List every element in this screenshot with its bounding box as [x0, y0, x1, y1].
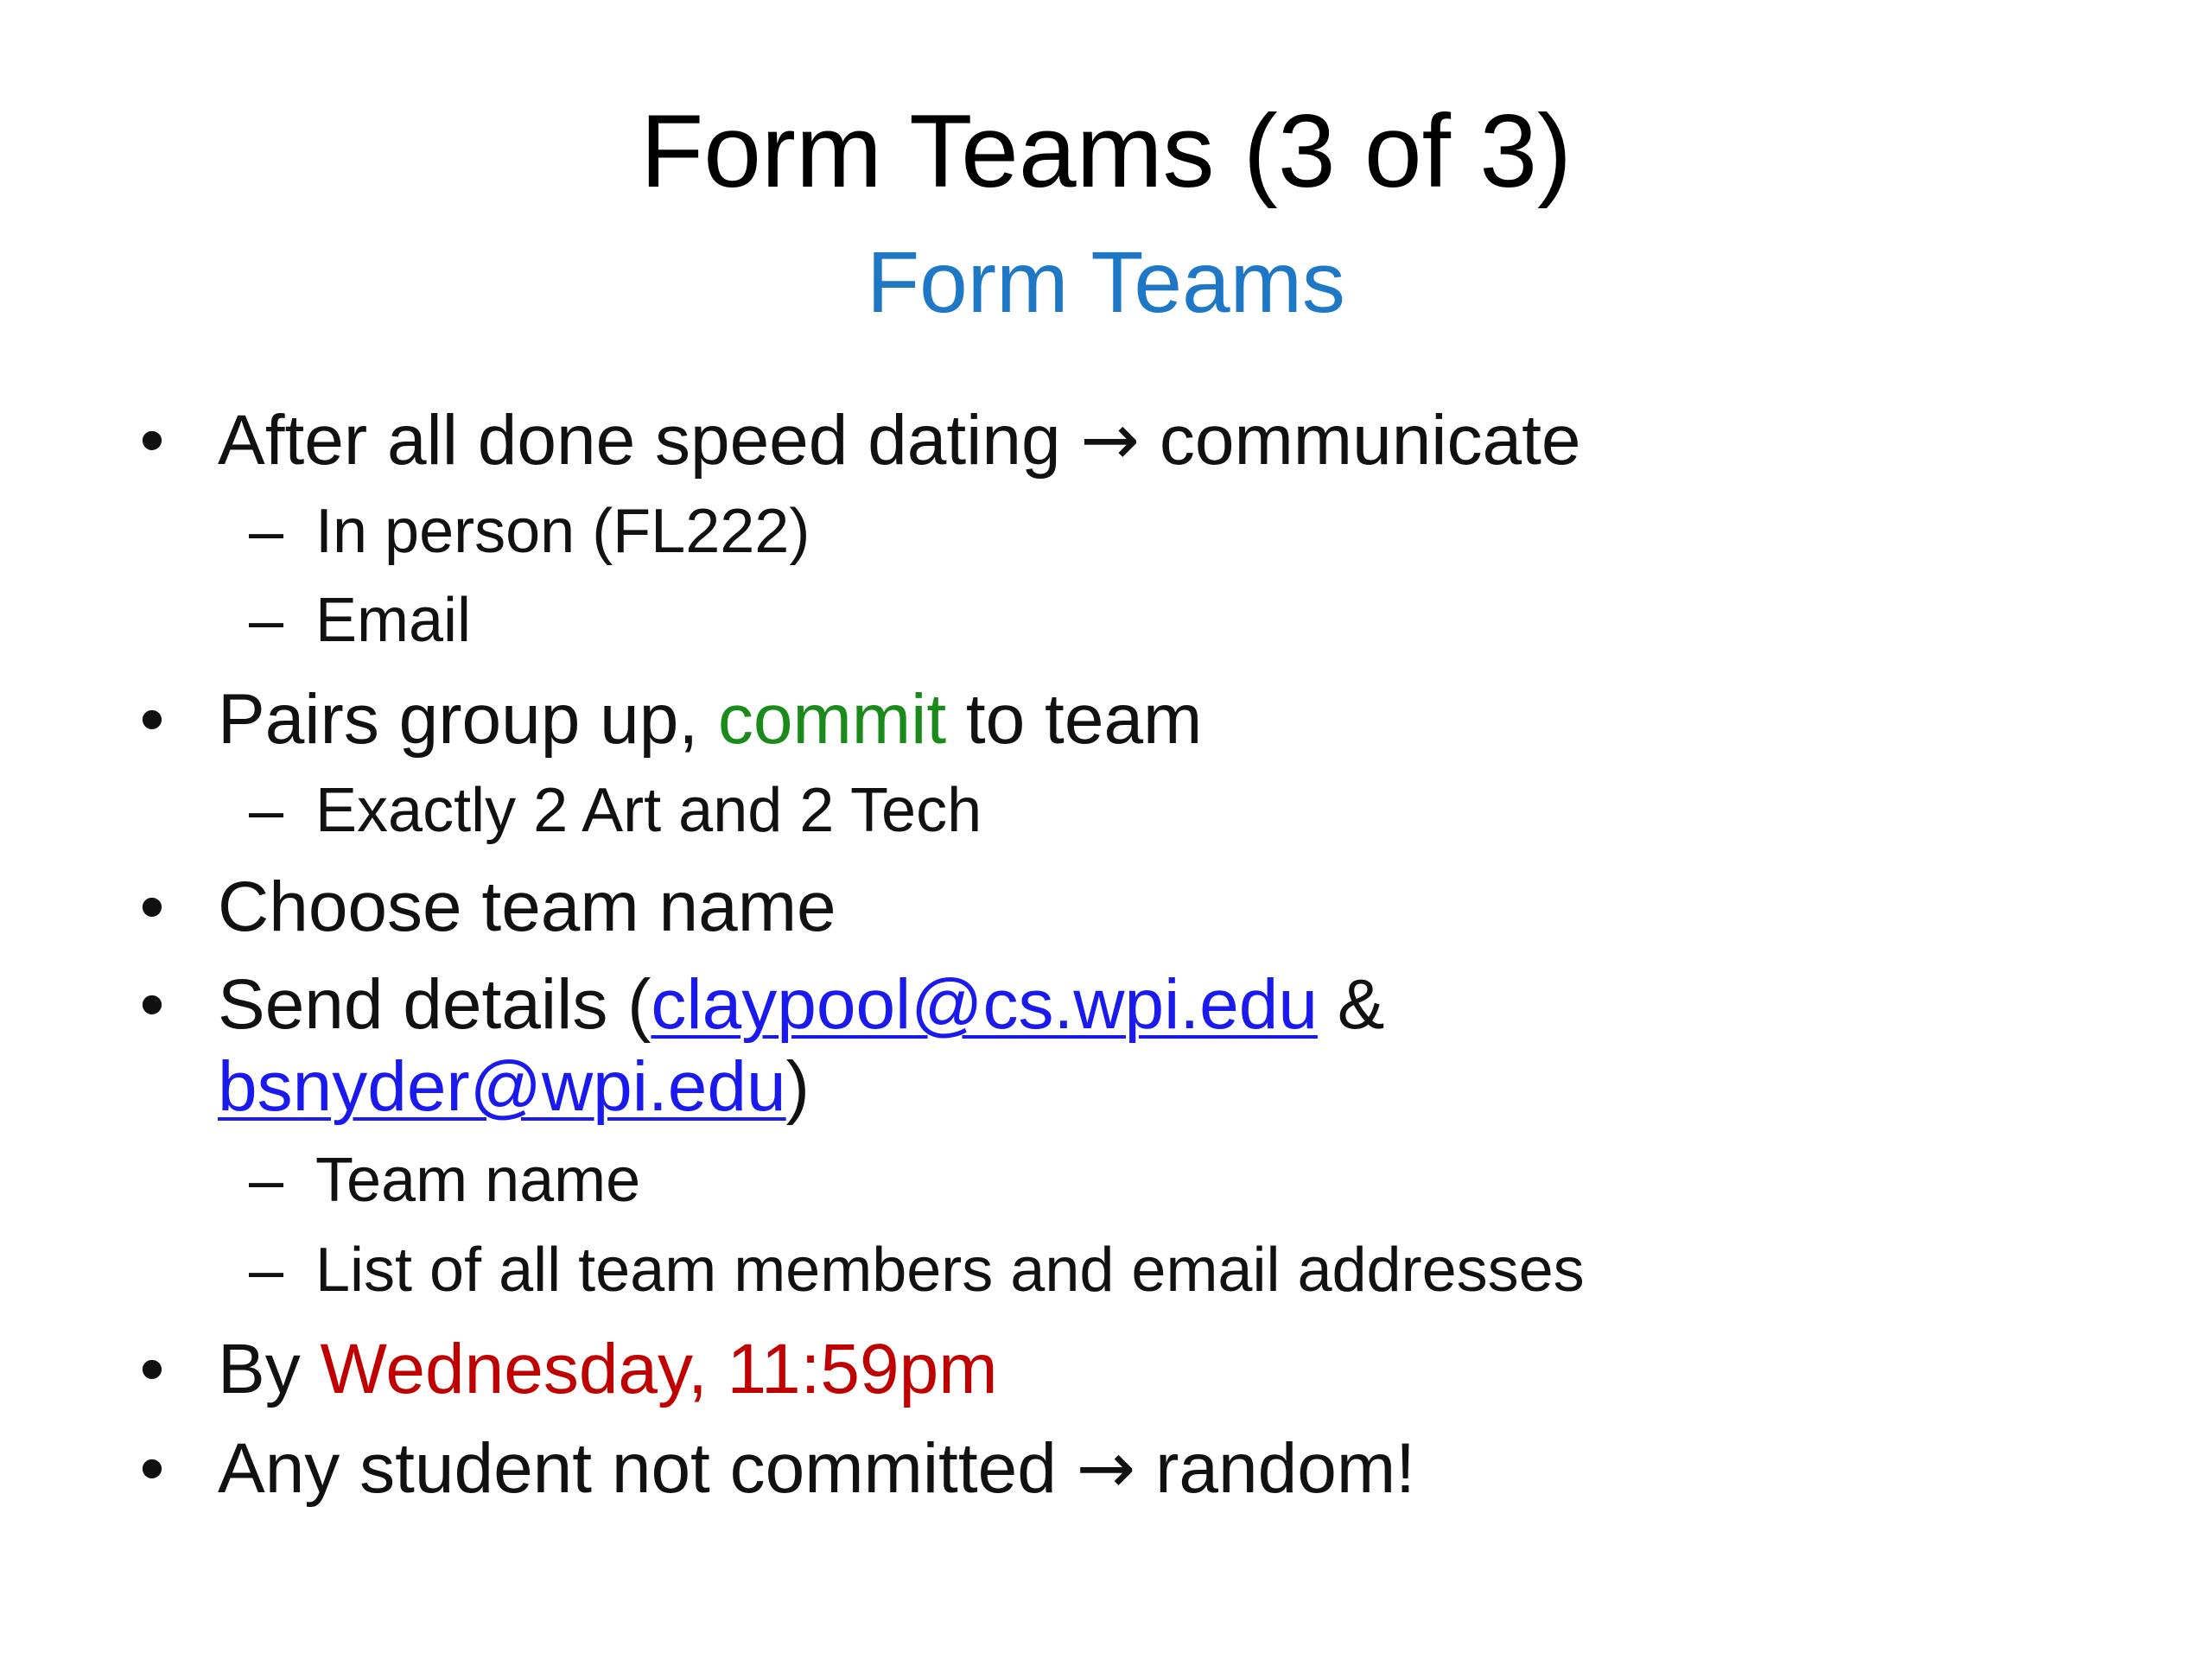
bullet-2-text-before: Pairs group up,	[218, 680, 718, 759]
bullet-marker: •	[139, 401, 165, 480]
right-arrow-icon: →	[1076, 1427, 1136, 1510]
bullet-4-middle: &	[1317, 965, 1385, 1044]
dash-marker: –	[248, 1236, 284, 1305]
sub-item-in-person	[248, 494, 810, 569]
sub-item-member-list	[248, 1233, 1585, 1307]
bullet-marker: •	[139, 680, 165, 759]
bullet-item-3	[139, 866, 836, 949]
dash-marker: –	[248, 776, 284, 845]
commit-highlight: commit	[717, 680, 947, 759]
dash-marker: –	[248, 497, 284, 566]
bullet-item-6	[139, 1427, 1415, 1510]
bullet-item-5	[139, 1328, 998, 1411]
bullet-marker: •	[139, 1330, 165, 1408]
email-link-bsnyder[interactable]: bsnyder@wpi.edu	[218, 1047, 786, 1126]
bullet-marker: •	[139, 1429, 165, 1508]
dash-marker: –	[248, 1146, 284, 1215]
bullet-1-text-after: communicate	[1140, 401, 1581, 480]
bullet-item-4-continued	[218, 1046, 810, 1128]
bullet-2-text-after: to team	[946, 680, 1203, 759]
bullet-4-text-before: Send details (	[218, 965, 652, 1044]
sub-item-text: Email	[315, 586, 472, 655]
sub-item-email	[248, 583, 472, 658]
slide-subtitle: Form Teams	[867, 234, 1345, 331]
slide-title: Form Teams (3 of 3)	[639, 93, 1573, 209]
bullet-marker: •	[139, 868, 165, 946]
sub-item-text: In person (FL222)	[315, 497, 810, 566]
sub-item-text: List of all team members and email addresses	[315, 1236, 1585, 1305]
bullet-1-text-before: After all done speed dating	[218, 401, 1081, 480]
sub-item-text: Exactly 2 Art and 2 Tech	[315, 776, 982, 845]
bullet-5-text-before: By	[218, 1330, 321, 1408]
bullet-item-1	[139, 399, 1581, 482]
right-arrow-icon: →	[1080, 399, 1141, 481]
bullet-item-4	[139, 963, 1385, 1046]
bullet-6-text-before: Any student not committed	[218, 1429, 1077, 1508]
sub-item-team-name	[248, 1143, 641, 1217]
bullet-4-close: )	[785, 1047, 810, 1126]
bullet-6-text-after: random!	[1135, 1429, 1415, 1508]
sub-item-art-tech	[248, 773, 982, 848]
deadline-highlight: Wednesday, 11:59pm	[320, 1330, 998, 1408]
dash-marker: –	[248, 586, 284, 655]
bullet-marker: •	[139, 965, 165, 1044]
bullet-3-text: Choose team name	[218, 868, 836, 946]
email-link-claypool[interactable]: claypool@cs.wpi.edu	[651, 965, 1318, 1044]
sub-item-text: Team name	[315, 1146, 641, 1215]
bullet-item-2	[139, 678, 1203, 761]
